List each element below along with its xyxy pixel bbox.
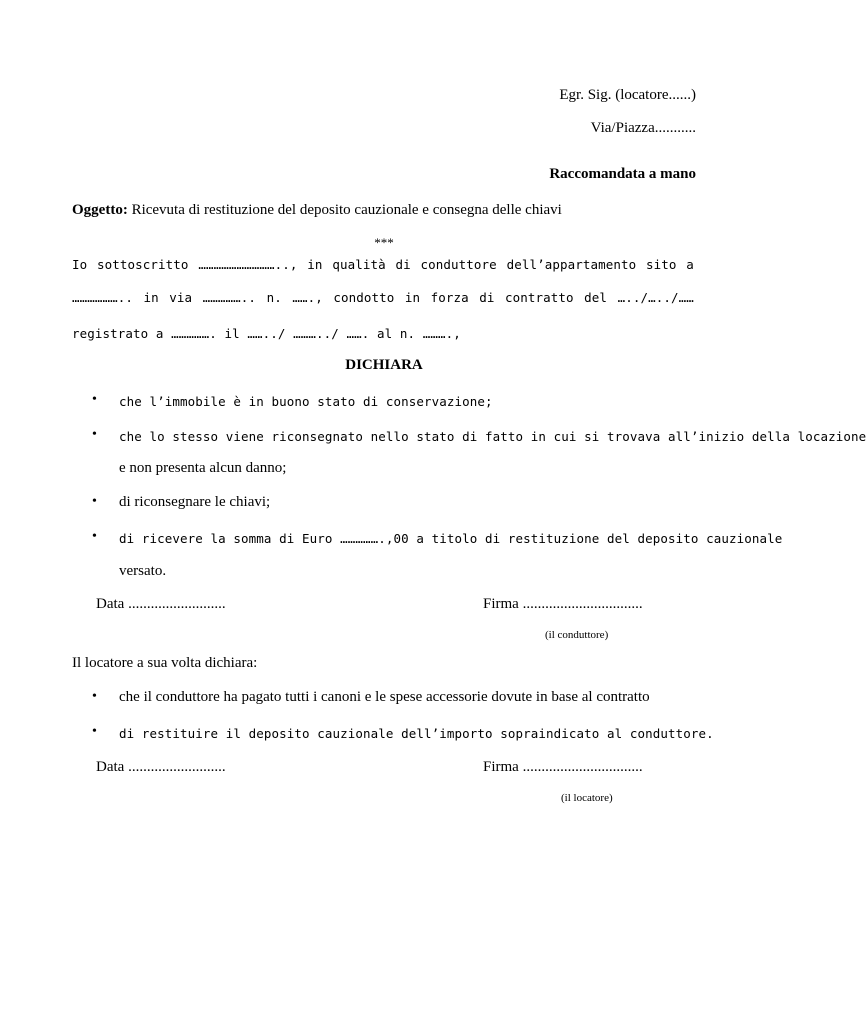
intro-word: del [584,290,608,305]
intro-word: …………….. [202,290,257,305]
tenant-item-2-cont: e non presenta alcun danno; [119,460,287,476]
delivery-method: Raccomandata a mano [549,166,696,182]
intro-word: ……………….. [72,290,134,305]
intro-word: via [169,290,193,305]
intro-word: dell’appartamento [506,257,637,272]
intro-word: forza [430,290,469,305]
intro-word: di [395,257,411,272]
recipient-line-1: Egr. Sig. (locatore......) [559,87,696,103]
intro-word: sito [646,257,677,272]
intro-word: qualità [332,257,386,272]
intro-line-1 [72,257,694,272]
intro-word: in [143,290,159,305]
bullet-icon: • [92,529,97,544]
intro-word: conduttore [420,257,497,272]
intro-word: di [479,290,495,305]
intro-word: contratto [505,290,574,305]
bullet-icon: • [92,724,97,739]
recipient-line-2: Via/Piazza........... [590,120,696,136]
intro-line-3: registrato a ……………. il ……../ ………../ ……. al n. ………., [72,326,461,341]
tenant-item-4-cont: versato. [119,563,167,579]
bullet-icon: • [92,427,97,442]
tenant-item-2: che lo stesso viene riconsegnato nello stato di fatto in cui si trovava all’inizio della locazione [119,429,866,444]
tenant-date: Data .......................... [96,596,226,612]
intro-word: ……., [292,290,323,305]
bullet-icon: • [92,689,97,704]
tenant-item-1: che l’immobile è in buono stato di conservazione; [119,394,493,409]
landlord-role: (il locatore) [561,792,613,804]
intro-line-2 [72,290,694,305]
intro-word: ………………………….., [198,257,298,272]
intro-word: …../…../…… [617,290,694,305]
declares-heading: DICHIARA [345,357,423,373]
bullet-icon: • [92,392,97,407]
intro-word: sottoscritto [97,257,189,272]
landlord-signature: Firma ................................ [483,759,643,775]
landlord-item-2: di restituire il deposito cauzionale dell’importo sopraindicato al conduttore. [119,726,714,741]
landlord-item-1: che il conduttore ha pagato tutti i canoni e le spese accessorie dovute in base al contratto [119,689,650,705]
tenant-item-4: di ricevere la somma di Euro …………….,00 a titolo di restituzione del deposito cauzionale [119,531,783,546]
intro-word: in [307,257,323,272]
landlord-date: Data .......................... [96,759,226,775]
intro-word: in [404,290,421,305]
subject-line [72,202,562,219]
tenant-item-3: di riconsegnare le chiavi; [119,494,271,510]
subject-label: Oggetto: [72,202,128,218]
tenant-signature: Firma ................................ [483,596,643,612]
landlord-intro: Il locatore a sua volta dichiara: [72,655,258,671]
separator: *** [374,235,394,250]
tenant-role: (il conduttore) [545,629,609,641]
bullet-icon: • [92,494,97,509]
intro-word: a [686,257,694,272]
intro-word: condotto [333,290,395,305]
intro-word: Io [72,257,88,272]
intro-word: n. [266,290,282,305]
subject-text: Ricevuta di restituzione del deposito cauzionale e consegna delle chiavi [131,202,562,218]
